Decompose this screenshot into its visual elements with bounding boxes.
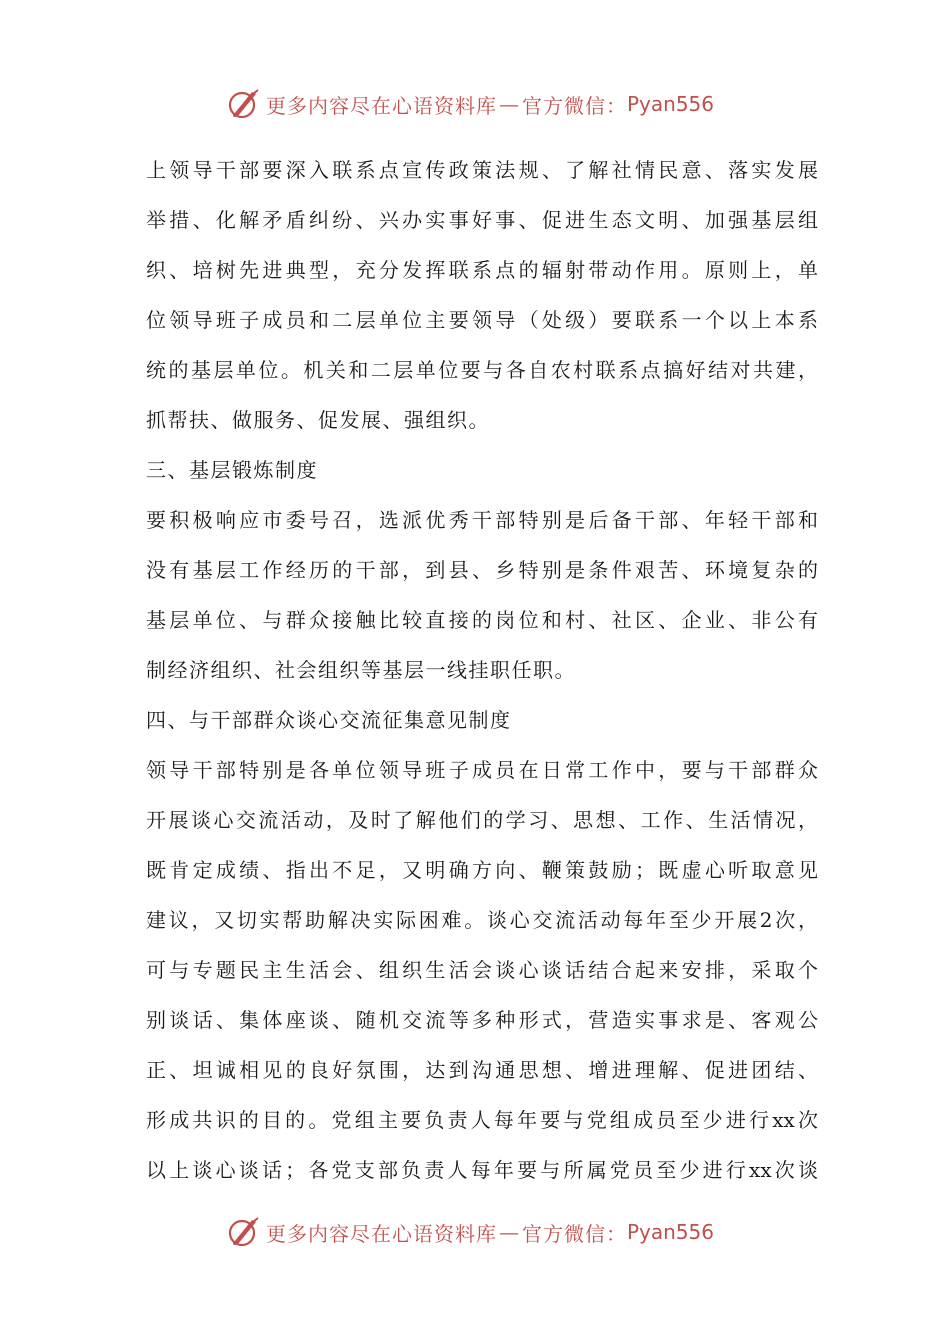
section-heading: 四、与干部群众谈心交流征集意见制度 — [146, 708, 512, 732]
body-line: 开展谈心交流活动，及时了解他们的学习、思想、工作、生活情况， — [146, 808, 818, 832]
watermark-dash: — — [499, 92, 520, 116]
body-line: 既肯定成绩、指出不足，又明确方向、鞭策鼓励；既虚心听取意见 — [146, 858, 818, 882]
watermark-label: 官方微信： — [522, 1221, 627, 1246]
body-line: 制经济组织、社会组织等基层一线挂职任职。 — [146, 658, 576, 682]
watermark-dash: — — [499, 1220, 520, 1244]
body-line: 以上谈心谈话；各党支部负责人每年要与所属党员至少进行xx次谈 — [146, 1158, 818, 1182]
body-line: 举措、化解矛盾纠纷、兴办实事好事、促进生态文明、加强基层组 — [146, 208, 818, 232]
section-heading: 三、基层锻炼制度 — [146, 458, 318, 482]
body-line: 建议，又切实帮助解决实际困难。谈心交流活动每年至少开展2次， — [146, 908, 818, 932]
watermark-brand: 更多内容尽在心语资料库 — [266, 1221, 497, 1246]
body-line: 形成共识的目的。党组主要负责人每年要与党组成员至少进行xx次 — [146, 1108, 818, 1132]
watermark-wechat-id: Pyan556 — [627, 1220, 715, 1244]
watermark-wechat-id: Pyan556 — [627, 92, 715, 116]
body-line: 要积极响应市委号召，选派优秀干部特别是后备干部、年轻干部和 — [146, 508, 818, 532]
footer-watermark — [226, 1212, 714, 1252]
quill-logo-icon — [226, 1214, 262, 1250]
body-line: 可与专题民主生活会、组织生活会谈心谈话结合起来安排，采取个 — [146, 958, 818, 982]
header-watermark — [226, 84, 714, 124]
body-line: 统的基层单位。机关和二层单位要与各自农村联系点搞好结对共建， — [146, 358, 818, 382]
document-body — [146, 145, 818, 1195]
watermark-label: 官方微信： — [522, 93, 627, 118]
watermark-brand: 更多内容尽在心语资料库 — [266, 93, 497, 118]
body-line: 基层单位、与群众接触比较直接的岗位和村、社区、企业、非公有 — [146, 608, 818, 632]
body-line: 别谈话、集体座谈、随机交流等多种形式，营造实事求是、客观公 — [146, 1008, 818, 1032]
quill-logo-icon — [226, 86, 262, 122]
body-line: 没有基层工作经历的干部，到县、乡特别是条件艰苦、环境复杂的 — [146, 558, 818, 582]
body-line: 正、坦诚相见的良好氛围，达到沟通思想、增进理解、促进团结、 — [146, 1058, 818, 1082]
body-line: 织、培树先进典型，充分发挥联系点的辐射带动作用。原则上，单 — [146, 258, 818, 282]
body-line: 领导干部特别是各单位领导班子成员在日常工作中，要与干部群众 — [146, 758, 818, 782]
body-line: 位领导班子成员和二层单位主要领导（处级）要联系一个以上本系 — [146, 308, 818, 332]
body-line: 上领导干部要深入联系点宣传政策法规、了解社情民意、落实发展 — [146, 158, 818, 182]
body-line: 抓帮扶、做服务、促发展、强组织。 — [146, 408, 490, 432]
